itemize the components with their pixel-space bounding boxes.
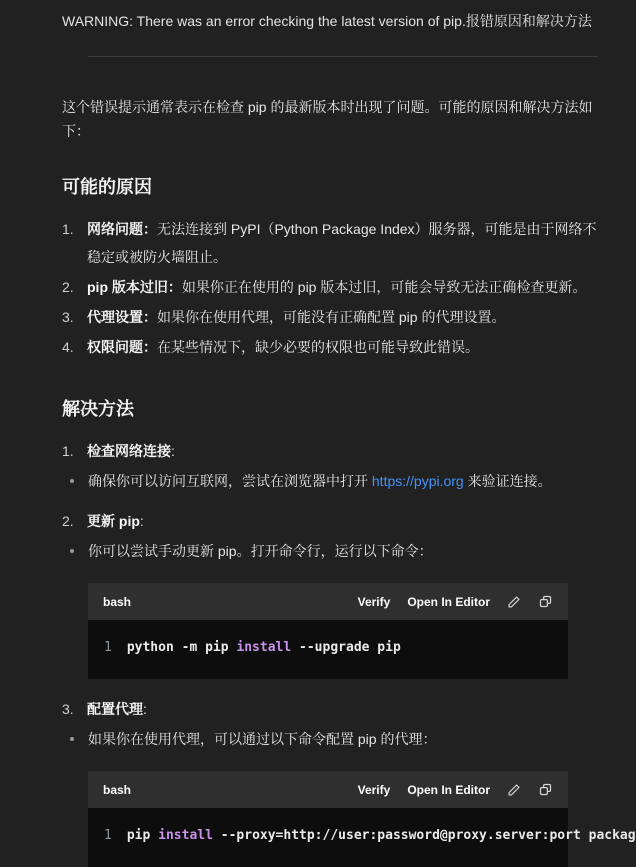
- code-block-header: [88, 771, 568, 808]
- code-keyword: install: [158, 828, 213, 843]
- line-number: 1: [104, 640, 112, 655]
- list-item: [62, 273, 598, 301]
- list-number: 1.: [62, 221, 74, 237]
- code-text: python -m pip: [126, 640, 237, 655]
- pypi-link[interactable]: https://pypi.org: [371, 473, 464, 489]
- bullet-item: [62, 725, 598, 753]
- verify-button[interactable]: Verify: [357, 594, 391, 609]
- copy-icon[interactable]: [538, 782, 553, 797]
- code-text: --upgrade pip: [291, 640, 401, 655]
- edit-pencil-icon[interactable]: [507, 595, 521, 609]
- cause-term: 网络问题：: [87, 221, 157, 237]
- code-text: --proxy=http://user:password@proxy.server:port packag: [212, 828, 636, 843]
- verify-button[interactable]: Verify: [357, 782, 391, 797]
- bullet-text: 如果你在使用代理，可以通过以下命令配置 pip 的代理：: [88, 731, 437, 747]
- solution-term: 检查网络连接: [87, 443, 171, 459]
- code-block: [88, 771, 636, 867]
- cause-text: 在某些情况下，缺少必要的权限也可能导致此错误。: [157, 339, 479, 355]
- code-block-body[interactable]: [88, 620, 568, 679]
- intro-paragraph: 这个错误提示通常表示在检查 pip 的最新版本时出现了问题。可能的原因和解决方法如下：: [62, 99, 593, 139]
- causes-heading: 可能的原因: [62, 177, 152, 197]
- solution-item: 3. 配置代理: 如果你在使用代理，可以通过以下命令配置 pip 的代理： bash Verify Open In Editor 1 pip install --proxy=http://user:password@proxy.server:port packag: [62, 695, 598, 867]
- bullet-dot-icon: [70, 737, 74, 741]
- edit-pencil-icon[interactable]: [507, 783, 521, 797]
- cause-term: pip 版本过旧：: [87, 279, 182, 295]
- cause-text: 如果你正在使用的 pip 版本过旧，可能会导致无法正确检查更新。: [181, 279, 587, 295]
- bullet-text: 确保你可以访问互联网，尝试在浏览器中打开: [88, 473, 372, 489]
- code-block: [88, 583, 568, 679]
- solution-item: 1. 检查网络连接: 确保你可以访问互联网，尝试在浏览器中打开 https://pypi.org 来验证连接。: [62, 437, 598, 495]
- cause-text: 无法连接到 PyPI（Python Package Index）服务器，可能是由于网络不稳定或被防火墙阻止。: [87, 221, 597, 265]
- open-in-editor-button[interactable]: Open In Editor: [407, 594, 490, 609]
- assistant-message: [62, 95, 636, 867]
- code-keyword: install: [236, 640, 292, 655]
- bullet-item: [62, 537, 598, 565]
- solution-term: 更新 pip: [87, 513, 140, 529]
- bullet-dot-icon: [70, 549, 74, 553]
- code-block-header: [88, 583, 568, 620]
- solutions-heading: 解决方法: [62, 399, 134, 419]
- message-divider: [88, 56, 598, 57]
- bullet-dot-icon: [70, 479, 74, 483]
- solution-item: 2. 更新 pip: 你可以尝试手动更新 pip。打开命令行，运行以下命令： bash Verify Open In Editor 1 python -m pip install --upgrade pip: [62, 507, 598, 679]
- list-number: 3.: [62, 309, 74, 325]
- bullet-item: [62, 467, 598, 495]
- solution-term: 配置代理: [87, 701, 143, 717]
- causes-list: [62, 215, 598, 361]
- copy-icon[interactable]: [538, 594, 553, 609]
- list-item: [62, 215, 598, 271]
- code-text: pip: [126, 828, 159, 843]
- bullet-text: 你可以尝试手动更新 pip。打开命令行，运行以下命令：: [88, 543, 433, 559]
- list-item: [62, 333, 598, 361]
- code-language-label: bash: [103, 782, 132, 797]
- list-number: 4.: [62, 339, 74, 355]
- open-in-editor-button[interactable]: Open In Editor: [407, 782, 490, 797]
- list-number: 2.: [62, 279, 74, 295]
- cause-term: 代理设置：: [87, 309, 157, 325]
- line-number: 1: [104, 828, 112, 843]
- solutions-list: [62, 437, 636, 867]
- list-number: 2.: [62, 513, 74, 529]
- bullet-text: 来验证连接。: [463, 473, 552, 489]
- list-item: [62, 303, 598, 331]
- cause-term: 权限问题：: [87, 339, 157, 355]
- list-number: 3.: [62, 701, 74, 717]
- code-block-body[interactable]: [88, 808, 636, 867]
- user-message: WARNING: There was an error checking the latest version of pip.报错原因和解决方法: [62, 13, 592, 29]
- code-language-label: bash: [103, 594, 132, 609]
- list-number: 1.: [62, 443, 74, 459]
- cause-text: 如果你在使用代理，可能没有正确配置 pip 的代理设置。: [157, 309, 506, 325]
